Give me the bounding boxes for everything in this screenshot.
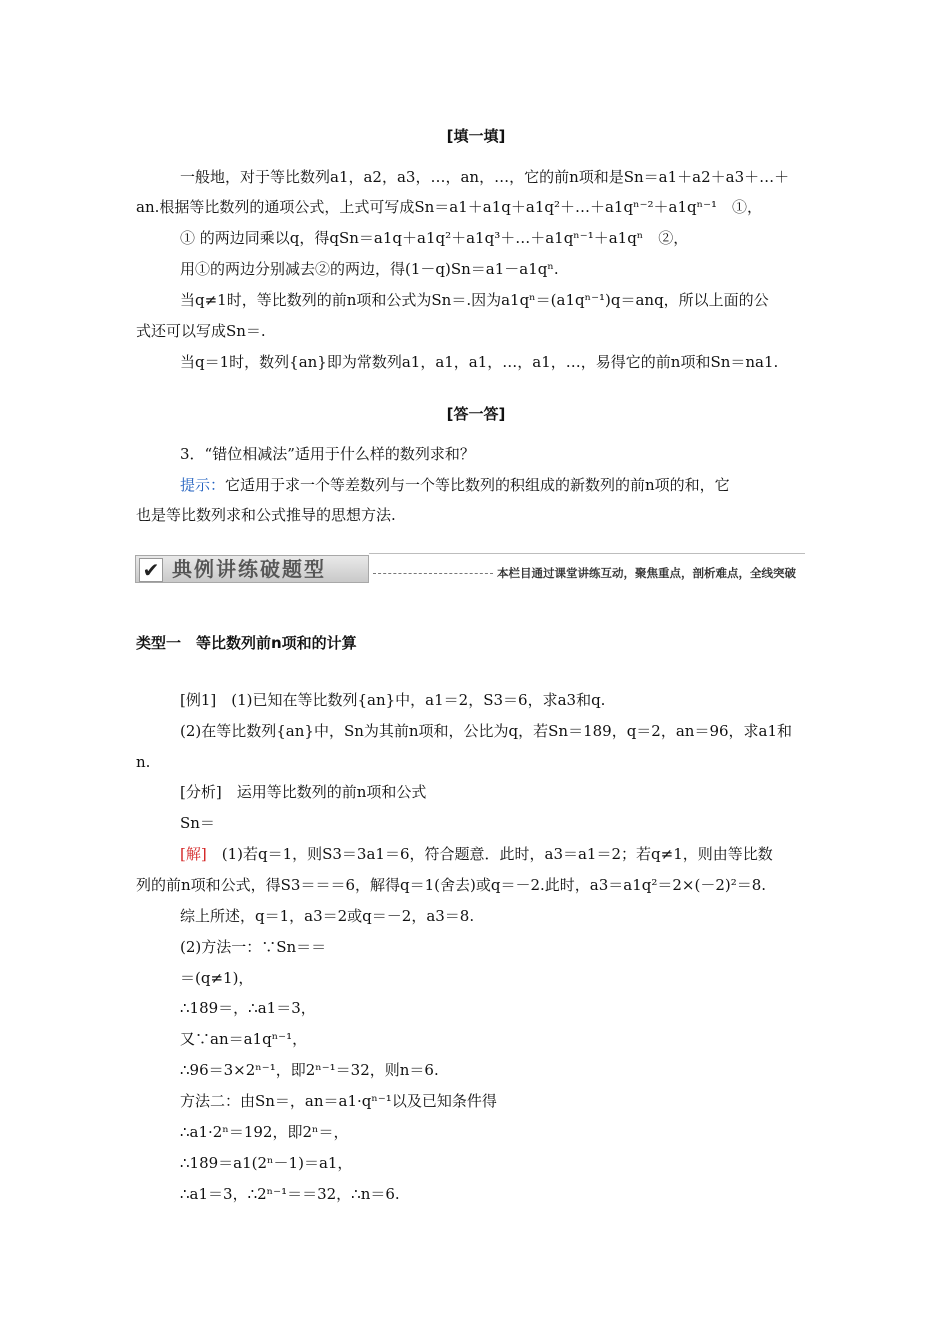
solution-line: 列的前n项和公式，得S3＝＝＝6，解得q＝1(舍去)或q＝－2.此时，a3＝a1q²＝2×(－2)²＝8. <box>136 876 767 894</box>
fill-paragraph-line: 当q≠1时，等比数列的前n项和公式为Sn＝.因为a1qⁿ＝(a1qⁿ⁻¹)q＝anq，所以上面的公 <box>180 291 769 309</box>
solution-line: ∴a1＝3，∴2ⁿ⁻¹＝＝32，∴n＝6. <box>180 1185 400 1203</box>
fill-paragraph-line: an.根据等比数列的通项公式，上式可写成Sn＝a1＋a1q＋a1q²＋…＋a1qⁿ⁻²＋a1qⁿ⁻¹ ①， <box>136 198 763 216</box>
analysis-line: [分析] 运用等比数列的前n项和公式 <box>180 783 427 801</box>
solution-line: ∴189＝，∴a1＝3， <box>180 999 316 1017</box>
fill-paragraph-line: 当q＝1时，数列{an}即为常数列a1，a1，a1，…，a1，…，易得它的前n项和Sn＝na1. <box>180 353 779 371</box>
answer-section-title: [答一答] <box>446 405 506 423</box>
solution-label: [解] <box>180 845 207 863</box>
solution-line: 又∵an＝a1qⁿ⁻¹， <box>180 1030 308 1048</box>
example-line: (2)在等比数列{an}中，Sn为其前n项和，公比为q，若Sn＝189，q＝2，an＝96，求a1和 <box>180 722 793 740</box>
hint-text: 它适用于求一个等差数列与一个等比数列的积组成的新数列的前n项的和，它 <box>225 476 730 494</box>
banner-divider <box>369 553 805 554</box>
fill-paragraph-line: 式还可以写成Sn＝. <box>136 322 266 340</box>
solution-line: ∴96＝3×2ⁿ⁻¹，即2ⁿ⁻¹＝32，则n＝6. <box>180 1061 439 1079</box>
banner-title-box <box>135 555 369 583</box>
example-line: [例1] (1)已知在等比数列{an}中，a1＝2，S3＝6，求a3和q. <box>180 691 606 709</box>
solution-line: ＝(q≠1)， <box>180 969 254 987</box>
banner-note: 本栏目通过课堂讲练互动，聚焦重点，剖析难点，全线突破 <box>497 566 796 580</box>
hint-label: 提示： <box>180 476 226 494</box>
solution-line: (2)方法一：∵Sn＝＝ <box>180 938 327 956</box>
section-banner <box>135 551 805 585</box>
fill-section-title: [填一填] <box>446 127 506 145</box>
answer-question: 3．“错位相减法”适用于什么样的数列求和？ <box>180 445 475 463</box>
answer-hint-line <box>180 475 816 495</box>
solution-line: ∴a1·2ⁿ＝192，即2ⁿ＝， <box>180 1123 349 1141</box>
solution-line: 方法二：由Sn＝，an＝a1·qⁿ⁻¹以及已知条件得 <box>180 1092 497 1110</box>
banner-title: 典例讲练破题型 <box>172 557 326 581</box>
checkmark-icon: ✔ <box>139 558 163 582</box>
solution-line <box>180 844 816 864</box>
solution-text: (1)若q＝1，则S3＝3a1＝6，符合题意．此时，a3＝a1＝2；若q≠1，则由等比数 <box>206 845 773 863</box>
formula-line: Sn＝ <box>180 814 215 832</box>
solution-line: ∴189＝a1(2ⁿ－1)＝a1， <box>180 1154 353 1172</box>
solution-line: 综上所述，q＝1，a3＝2或q＝－2，a3＝8. <box>180 907 475 925</box>
banner-dashed-line <box>373 573 493 574</box>
answer-hint-line: 也是等比数列求和公式推导的思想方法. <box>136 506 396 524</box>
example-line: n. <box>136 753 151 771</box>
fill-paragraph-line: 用①的两边分别减去②的两边，得(1－q)Sn＝a1－a1qⁿ. <box>180 260 559 278</box>
fill-paragraph-line: 一般地，对于等比数列a1，a2，a3，…，an，…，它的前n项和是Sn＝a1＋a2＋a3＋…＋ <box>180 168 790 186</box>
type-heading: 类型一 等比数列前n项和的计算 <box>136 634 357 652</box>
fill-paragraph-line: ① 的两边同乘以q，得qSn＝a1q＋a1q²＋a1q³＋…＋a1qⁿ⁻¹＋a1qⁿ ②， <box>180 229 689 247</box>
